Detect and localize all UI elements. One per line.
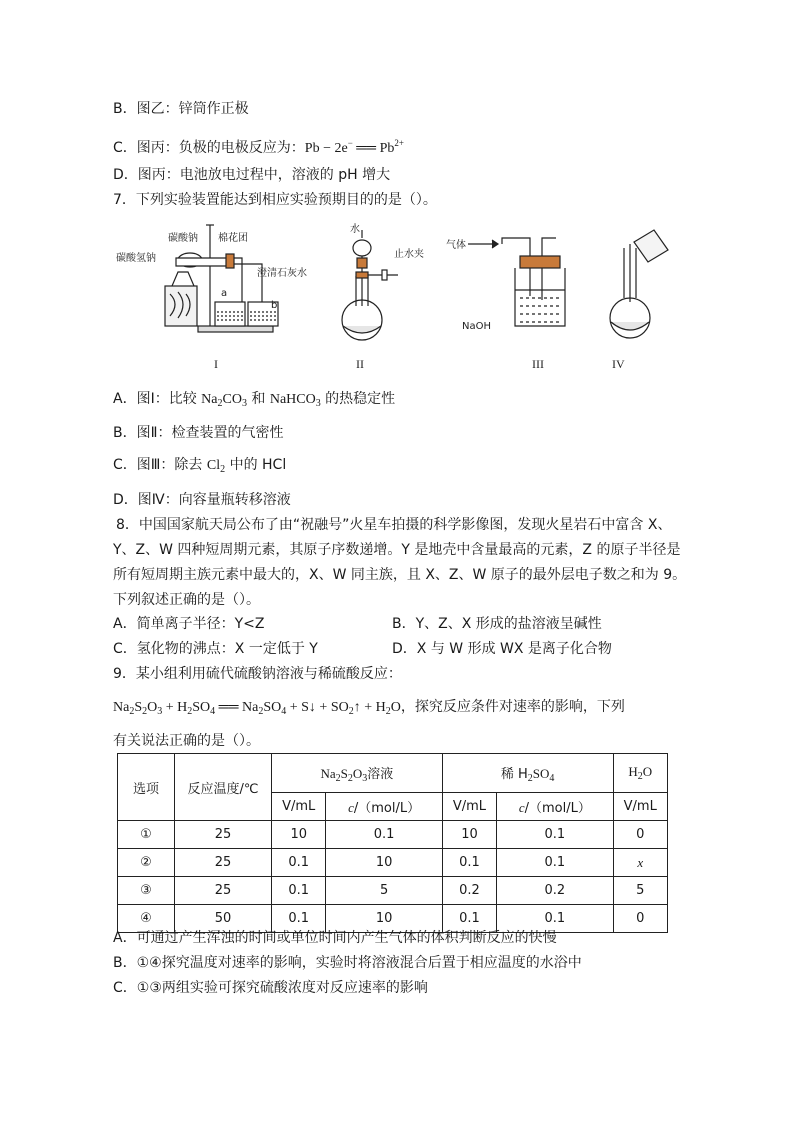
q7-option-a: A．图Ⅰ：比较 $Na_2CO_3$ 和 NaHCO$_3$ 的热稳定性	[113, 391, 396, 409]
q8-option-a: A．简单离子半径：Y<Z	[113, 616, 265, 632]
q9-option-a: A．可通过产生浑浊的时间或单位时间内产生气体的体积判断反应的快慢	[113, 930, 557, 946]
q9-option-b: B．①④探究温度对速率的影响，实验时将溶液混合后置于相应温度的水浴中	[113, 955, 582, 971]
label-limewater: 澄清石灰水	[257, 268, 307, 279]
q9-equation: $Na_2S_2O_3 + H_2SO_4$ ══ $Na_2SO_4$ + S↓ + $SO_2↑ + H_2O$，探究反应条件对速率的影响，下列	[113, 699, 625, 717]
table-row: ③ 25 0.1 5 0.2 0.2 5	[118, 877, 668, 905]
table-header-row	[118, 754, 668, 793]
q7-apparatus-figure	[110, 220, 670, 380]
q9-option-c: C．①③两组实验可探究硫酸浓度对反应速率的影响	[113, 980, 428, 996]
q7-option-c: C．图Ⅲ：除去 $Cl_2$ 中的 HCl	[113, 457, 287, 475]
q9-stem: 9．某小组利用硫代硫酸钠溶液与稀硫酸反应：	[113, 666, 402, 682]
q8-stem-line-2: Y、Z、W 四种短周期元素，其原子序数递增。Y 是地壳中含量最高的元素，Z 的原子半径是	[113, 542, 681, 558]
q6-option-c: C．图丙：负极的电极反应为：Pb − 2e− ══ $Pb^{2+}$	[113, 138, 404, 156]
label-sodium-bicarbonate: 碳酸氢钠	[116, 253, 156, 264]
caption-iv: IV	[612, 357, 625, 371]
subheader-concentration: c/（mol/L）	[326, 793, 442, 821]
subheader-volume: V/mL	[272, 793, 326, 821]
table-row: ④ 50 0.1 10 0.1 0.1 0	[118, 905, 668, 933]
q8-option-b: B．Y、Z、X 形成的盐溶液呈碱性	[392, 616, 602, 632]
q9-stem-2: 有关说法正确的是（）。	[113, 733, 260, 749]
q8-stem-line-4: 下列叙述正确的是（）。	[113, 592, 260, 608]
header-option: 选项	[118, 754, 175, 821]
label-water: 水	[350, 224, 360, 235]
header-temperature: 反应温度/℃	[175, 754, 272, 821]
header-water: $H_2O$	[613, 754, 668, 793]
table-row: ① 25 10 0.1 10 0.1 0	[118, 821, 668, 849]
subheader-volume: V/mL	[613, 793, 668, 821]
apparatus-iv	[610, 230, 668, 338]
q8-stem-line-3: 所有短周期主族元素中最大的，X、W 同主族，且 X、Z、W 原子的最外层电子数之和为 9。	[113, 567, 687, 583]
q8-option-c: C．氢化物的沸点：X 一定低于 Y	[113, 641, 318, 657]
q9-table	[117, 753, 668, 933]
table-row: ② 25 0.1 10 0.1 0.1 x	[118, 849, 668, 877]
caption-iii: III	[532, 357, 544, 371]
q7-option-d: D．图Ⅳ：向容量瓶转移溶液	[113, 492, 291, 508]
apparatus-ii	[342, 230, 398, 340]
q8-option-d: D．X 与 W 形成 WX 是离子化合物	[392, 641, 612, 657]
caption-ii: II	[356, 357, 364, 371]
q8-stem-line-1: 8．中国国家航天局公布了由“祝融号”火星车拍摄的科学影像图，发现火星岩石中富含 X、	[116, 517, 672, 533]
header-na2s2o3: $Na_2S_2O_3$溶液	[272, 754, 443, 793]
apparatus-iii	[468, 238, 565, 326]
label-cotton: 棉花团	[218, 233, 248, 244]
subheader-volume: V/mL	[442, 793, 496, 821]
label-gas: 气体	[446, 240, 466, 251]
label-a: a	[221, 288, 228, 299]
q6-option-d: D．图丙：电池放电过程中，溶液的 pH 增大	[113, 167, 391, 183]
label-b: b	[271, 300, 278, 311]
q7-option-b: B．图Ⅱ：检查装置的气密性	[113, 425, 284, 441]
subheader-concentration: c/（mol/L）	[497, 793, 613, 821]
label-naoh: NaOH	[462, 321, 491, 332]
caption-i: I	[214, 357, 218, 371]
header-h2so4: 稀 $H_2SO_4$	[442, 754, 613, 793]
q7-stem: 7．下列实验装置能达到相应实验预期目的的是（）。	[113, 192, 437, 208]
label-sodium-carbonate: 碳酸钠	[168, 233, 198, 244]
label-clamp: 止水夹	[394, 249, 424, 260]
q6-option-b: B．图乙：锌筒作正极	[113, 101, 249, 117]
